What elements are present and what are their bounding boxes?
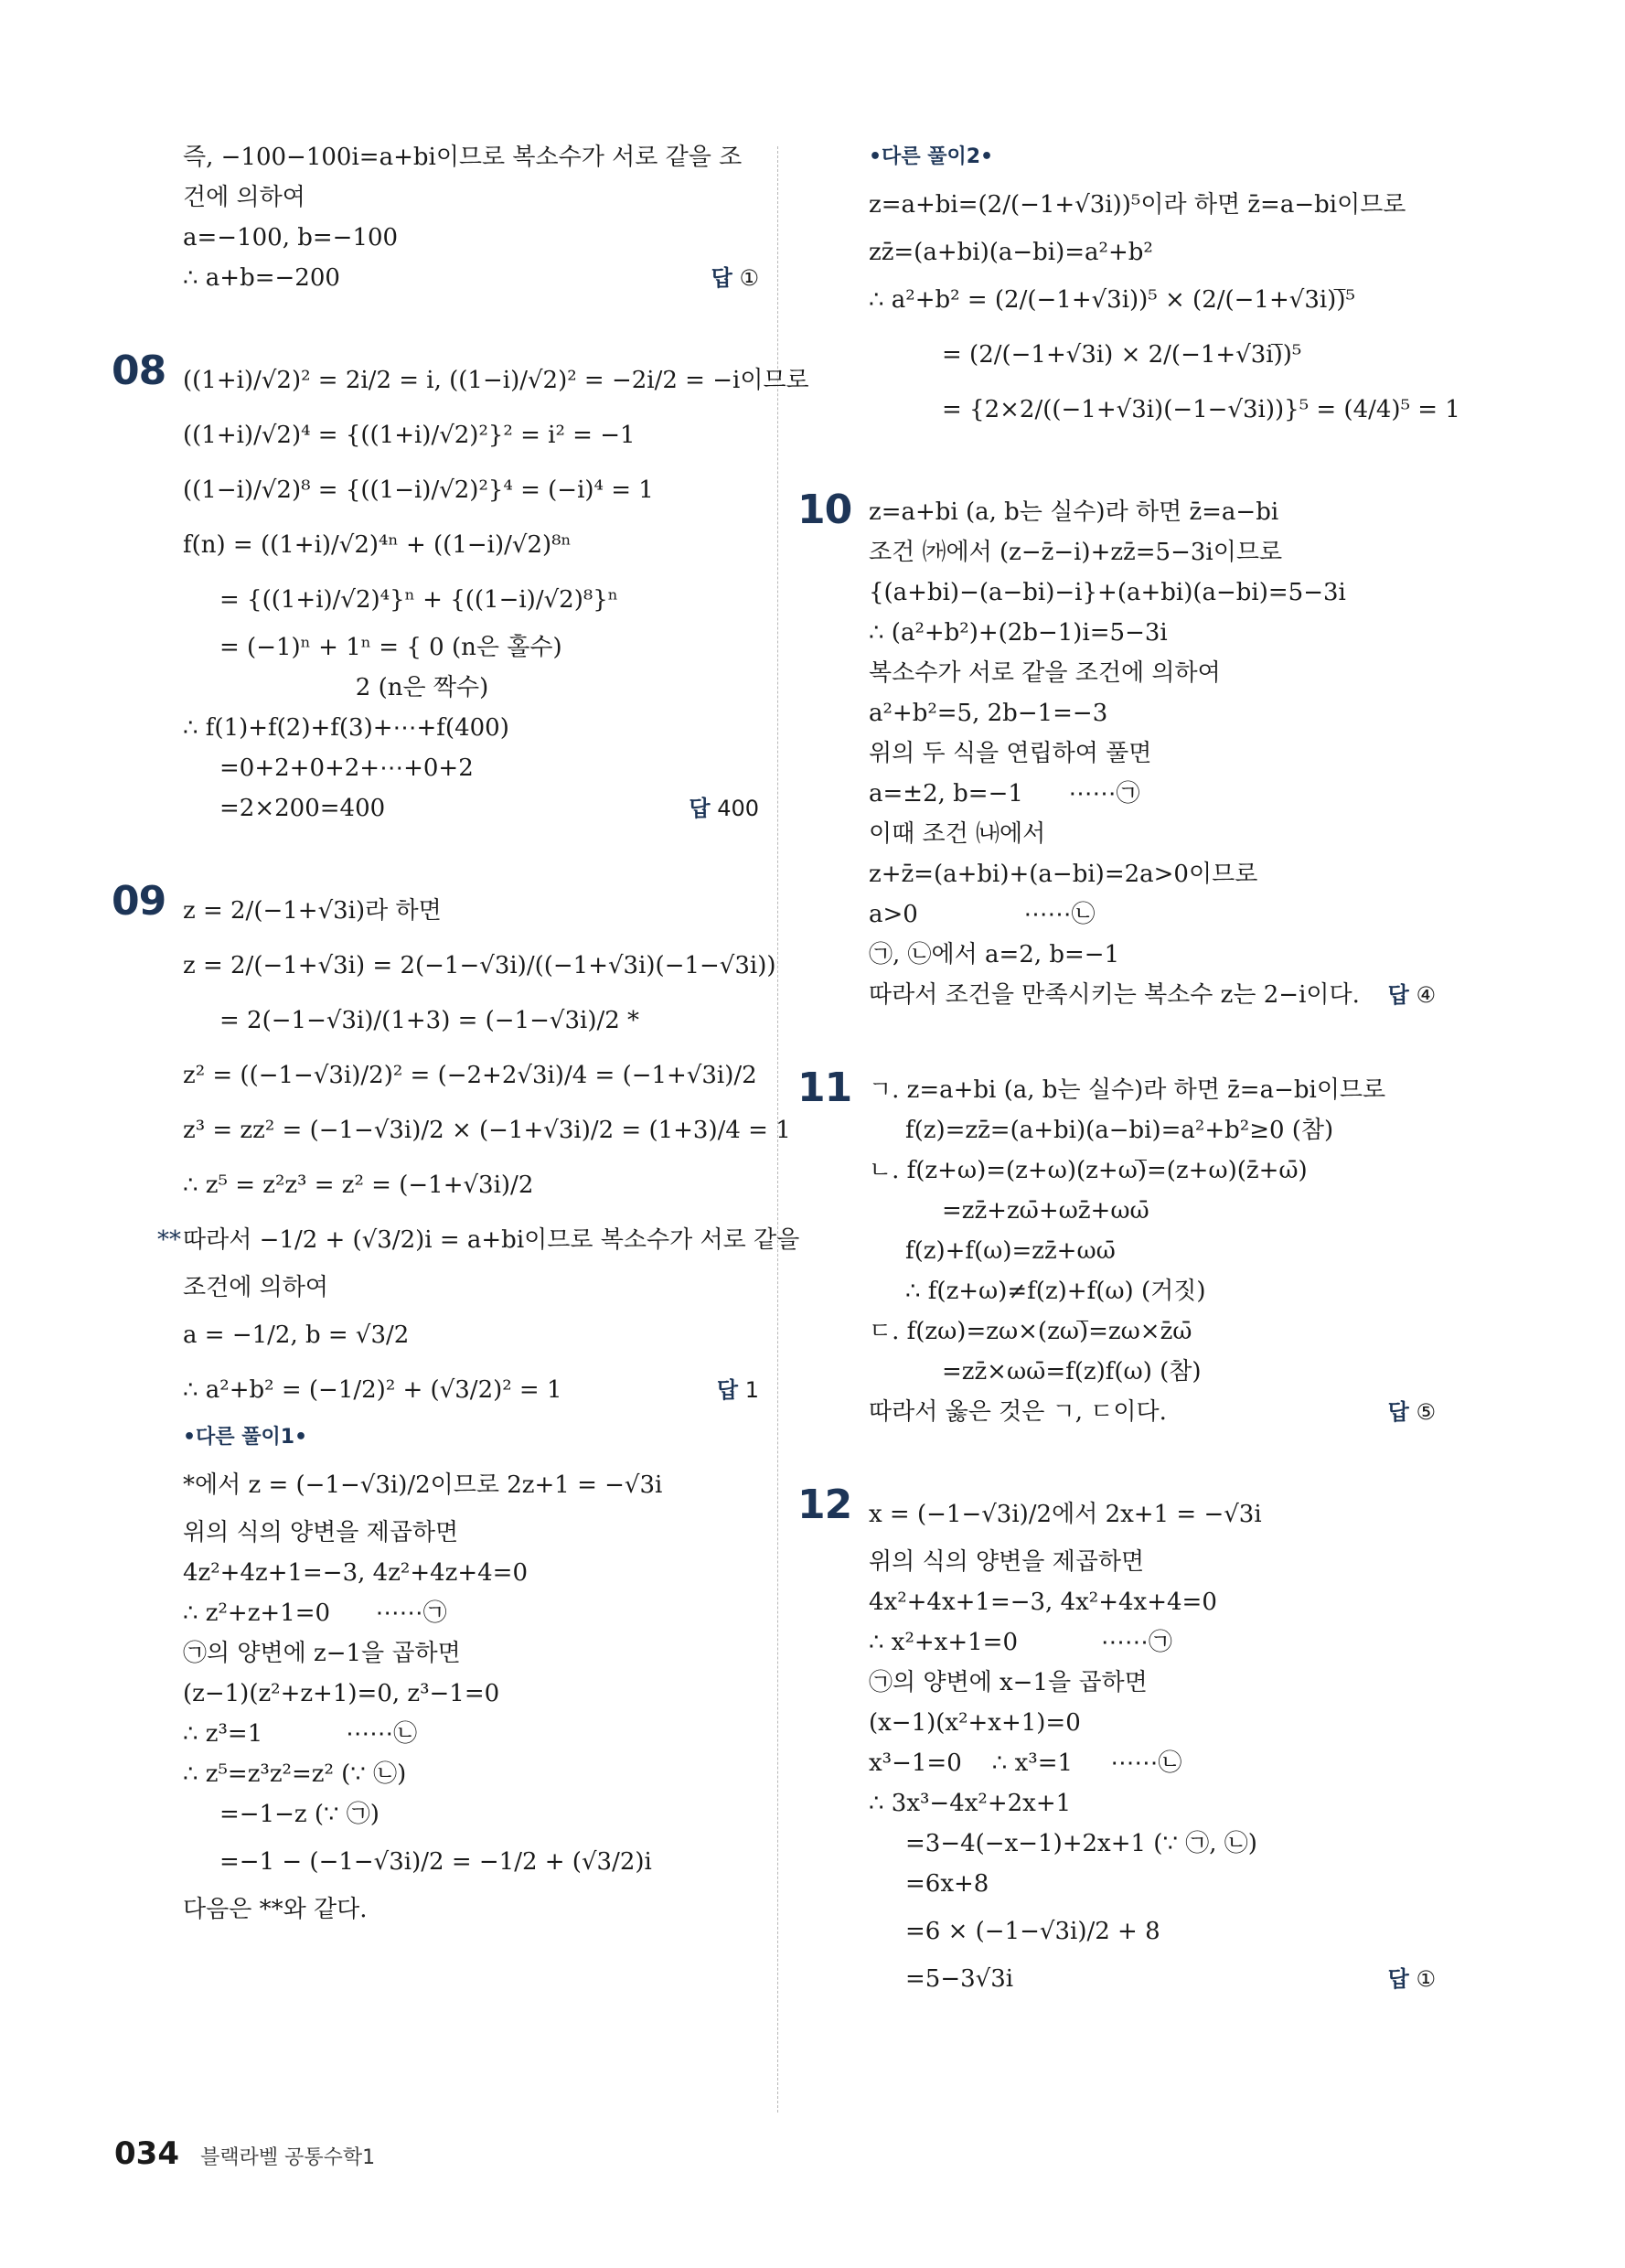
solution-line: ∴ z³=1 ⋯⋯㉡: [183, 1720, 418, 1748]
alternative-solution-2-title: •다른 풀이2•: [869, 145, 994, 168]
solution-line: (x−1)(x²+x+1)=0: [869, 1709, 1081, 1737]
solution-line: ㄷ. f(zω)=zω×(zω)̅=zω×z̄ω̄: [869, 1318, 1192, 1345]
solution-line: ∴ (a²+b²)+(2b−1)i=5−3i: [869, 619, 1168, 647]
solution-line: = (−1)ⁿ + 1ⁿ = { 0 (n은 홀수): [219, 634, 562, 661]
answer-label: 답: [711, 265, 732, 291]
solution-line-text: 따라서 조건을 만족시키는 복소수 z는 2−i이다.: [869, 981, 1360, 1009]
solution-line: =0+2+0+2+⋯+0+2: [219, 754, 474, 782]
answer-value: ①: [739, 265, 759, 291]
problem-09: [112, 878, 800, 1930]
solution-line: 4z²+4z+1=−3, 4z²+4z+4=0: [183, 1559, 528, 1587]
solution-line: ㄴ. f(z+ω)=(z+ω)(z+ω)̅=(z+ω)(z̄+ω̄): [869, 1157, 1308, 1184]
solution-line: 건에 의하여: [183, 184, 305, 211]
answer-marker: [1388, 1959, 1436, 1999]
solution-line: 이때 조건 ㈏에서: [869, 820, 1046, 848]
solution-line: = (2/(−1+√3i) × 2/(−1+√3i)̅)⁵: [942, 341, 1302, 369]
answer-marker: [711, 258, 759, 298]
alternative-solution-2: [869, 137, 1460, 437]
solution-line: =zz̄×ωω̄=f(z)f(ω) (참): [942, 1358, 1202, 1385]
solution-line: z=a+bi (a, b는 실수)라 하면 z̄=a−bi: [869, 498, 1279, 526]
solution-line: =6 × (−1−√3i)/2 + 8: [905, 1918, 1160, 1945]
solution-line: [183, 788, 759, 829]
answer-label: 답: [689, 796, 711, 821]
solution-line: ㄱ. z=a+bi (a, b는 실수)라 하면 z̄=a−bi이므로: [869, 1076, 1386, 1104]
solution-line: ㉠의 양변에 z−1을 곱하면: [183, 1640, 461, 1667]
problem-number: 11: [797, 1064, 852, 1111]
page-number: 034: [114, 2135, 179, 2172]
solution-line: [869, 975, 1436, 1015]
solution-line: 조건 ㈎에서 (z−z̄−i)+zz̄=5−3i이므로: [869, 539, 1283, 566]
solution-line: [183, 1363, 759, 1418]
solution-line: f(z)=zz̄=(a+bi)(a−bi)=a²+b²≥0 (참): [905, 1117, 1334, 1144]
solution-line: 조건에 의하여: [183, 1274, 328, 1301]
solution-line: ∴ f(1)+f(2)+f(3)+⋯+f(400): [183, 714, 509, 742]
solution-line: a=±2, b=−1 ⋯⋯㉠: [869, 780, 1140, 808]
solution-line: =−1−z (∵ ㉠): [219, 1801, 380, 1828]
answer-value: ④: [1416, 982, 1436, 1008]
solution-line: f(z)+f(ω)=zz̄+ωω̄: [905, 1237, 1116, 1265]
solution-line: 4x²+4x+1=−3, 4x²+4x+4=0: [869, 1589, 1217, 1616]
answer-marker: [1388, 975, 1436, 1015]
solution-line: ((1+i)/√2)⁴ = {((1+i)/√2)²}² = i² = −1: [183, 422, 636, 449]
solution-line: (z−1)(z²+z+1)=0, z³−1=0: [183, 1680, 500, 1707]
answer-label: 답: [1387, 1966, 1409, 1992]
answer-marker: [717, 1363, 759, 1418]
answer-value: 400: [717, 796, 759, 821]
solution-line: x = (−1−√3i)/2에서 2x+1 = −√3i: [869, 1501, 1262, 1528]
solution-line: =3−4(−x−1)+2x+1 (∵ ㉠, ㉡): [905, 1830, 1257, 1857]
answer-value: 1: [744, 1377, 759, 1403]
solution-line: ∴ z⁵ = z²z³ = z² = (−1+√3i)/2: [183, 1171, 534, 1199]
solution-line: 위의 식의 양변을 제곱하면: [183, 1519, 459, 1546]
solution-line: ∴ z⁵=z³z²=z² (∵ ㉡): [183, 1760, 407, 1788]
answer-marker: [689, 788, 759, 829]
solution-line: ∴ x²+x+1=0 ⋯⋯㉠: [869, 1629, 1172, 1656]
solution-line-text: =2×200=400: [219, 795, 386, 822]
alternative-solution-1-title: •다른 풀이1•: [183, 1426, 308, 1449]
problem-11: [797, 1064, 1436, 1432]
solution-line-text: 따라서 −1/2 + (√3/2)i = a+bi이므로 복소수가 서로 같을: [183, 1226, 800, 1254]
solution-line: ((1+i)/√2)² = 2i/2 = i, ((1−i)/√2)² = −2i/2 = −i이므로: [183, 367, 809, 394]
problem-number: 09: [112, 878, 166, 925]
solution-line: {(a+bi)−(a−bi)−i}+(a+bi)(a−bi)=5−3i: [869, 579, 1346, 606]
page-footer: [114, 2135, 375, 2172]
solution-line: ㉠의 양변에 x−1을 곱하면: [869, 1669, 1148, 1696]
solution-line: 위의 식의 양변을 제곱하면: [869, 1548, 1145, 1576]
solution-line: z = 2/(−1+√3i)라 하면: [183, 897, 442, 925]
solution-line: f(n) = ((1+i)/√2)⁴ⁿ + ((1−i)/√2)⁸ⁿ: [183, 531, 572, 559]
solution-line: a=−100, b=−100: [183, 224, 399, 251]
solution-line: ∴ z²+z+1=0 ⋯⋯㉠: [183, 1599, 447, 1627]
solution-line-text: ∴ a²+b² = (−1/2)² + (√3/2)² = 1: [183, 1376, 562, 1404]
solution-line: z³ = zz² = (−1−√3i)/2 × (−1+√3i)/2 = (1+3)/4 = 1: [183, 1117, 791, 1144]
solution-line: z=a+bi=(2/(−1+√3i))⁵이라 하면 z̄=a−bi이므로: [869, 191, 1406, 219]
solution-line: ∴ a²+b² = (2/(−1+√3i))⁵ × (2/(−1+√3i))̅⁵: [869, 286, 1355, 314]
solution-line-text: ∴ a+b=−200: [183, 264, 340, 292]
solution-line: x³−1=0 ∴ x³=1 ⋯⋯㉡: [869, 1749, 1182, 1777]
solution-line-text: =5−3√3i: [905, 1965, 1014, 1993]
answer-value: ①: [1416, 1966, 1436, 1992]
solution-line: 다음은 **와 같다.: [183, 1896, 368, 1923]
solution-line: z+z̄=(a+bi)+(a−bi)=2a>0이므로: [869, 861, 1258, 888]
problem-number: 08: [112, 348, 166, 394]
right-column: [797, 137, 1460, 1999]
problem-number: 12: [797, 1482, 852, 1528]
answer-marker: [1388, 1392, 1436, 1432]
solution-line: = {((1+i)/√2)⁴}ⁿ + {((1−i)/√2)⁸}ⁿ: [219, 586, 619, 614]
solution-line: *에서 z = (−1−√3i)/2이므로 2z+1 = −√3i: [183, 1471, 663, 1499]
solution-line: z = 2/(−1+√3i) = 2(−1−√3i)/((−1+√3i)(−1−√3i)): [183, 952, 776, 979]
solution-line: ∴ f(z+ω)≠f(z)+f(ω) (거짓): [905, 1278, 1206, 1305]
left-column: [112, 137, 809, 1930]
problem-12: [797, 1482, 1436, 1999]
solution-line: ㉠, ㉡에서 a=2, b=−1: [869, 941, 1120, 968]
solution-line: 2 (n은 짝수): [219, 674, 489, 701]
answer-label: 답: [716, 1377, 739, 1403]
solution-line-text: 따라서 옳은 것은 ㄱ, ㄷ이다.: [869, 1398, 1167, 1426]
problem-number: 10: [797, 487, 852, 533]
solution-line: =zz̄+zω̄+ωz̄+ωω̄: [942, 1197, 1149, 1225]
solution-line: = 2(−1−√3i)/(1+3) = (−1−√3i)/2 *: [219, 1007, 640, 1034]
solution-line: ((1−i)/√2)⁸ = {((1−i)/√2)²}⁴ = (−i)⁴ = 1: [183, 476, 654, 504]
intro-block: [183, 137, 759, 298]
book-title: 블랙라벨 공통수학1: [200, 2146, 376, 2169]
answer-value: ⑤: [1416, 1399, 1436, 1425]
solution-line: 복소수가 서로 같을 조건에 의하여: [869, 659, 1221, 687]
solution-line: z² = ((−1−√3i)/2)² = (−2+2√3i)/4 = (−1+√3i)/2: [183, 1062, 757, 1089]
solution-line: =−1 − (−1−√3i)/2 = −1/2 + (√3/2)i: [219, 1848, 652, 1876]
problem-08: [112, 348, 809, 829]
solution-line: ∴ 3x³−4x²+2x+1: [869, 1790, 1072, 1817]
solution-line: [869, 1392, 1436, 1432]
solution-line: a>0 ⋯⋯㉡: [869, 901, 1096, 928]
solution-line: 즉, −100−100i=a+bi이므로 복소수가 서로 같을 조: [183, 144, 743, 171]
answer-label: 답: [1387, 1399, 1409, 1425]
solution-line: [869, 1959, 1436, 1999]
solution-line: = {2×2/((−1+√3i)(−1−√3i))}⁵ = (4/4)⁵ = 1: [942, 396, 1460, 423]
solution-line: a = −1/2, b = √3/2: [183, 1321, 410, 1349]
solution-line: a²+b²=5, 2b−1=−3: [869, 700, 1108, 727]
solution-line: zz̄=(a+bi)(a−bi)=a²+b²: [869, 239, 1153, 266]
solution-line: [183, 258, 759, 298]
problem-10: [797, 487, 1436, 1015]
double-star-marker: **: [157, 1226, 181, 1254]
answer-label: 답: [1387, 982, 1409, 1008]
solution-line: [157, 1213, 800, 1268]
solution-line: 위의 두 식을 연립하여 풀면: [869, 740, 1152, 767]
solution-line: =6x+8: [905, 1870, 989, 1898]
